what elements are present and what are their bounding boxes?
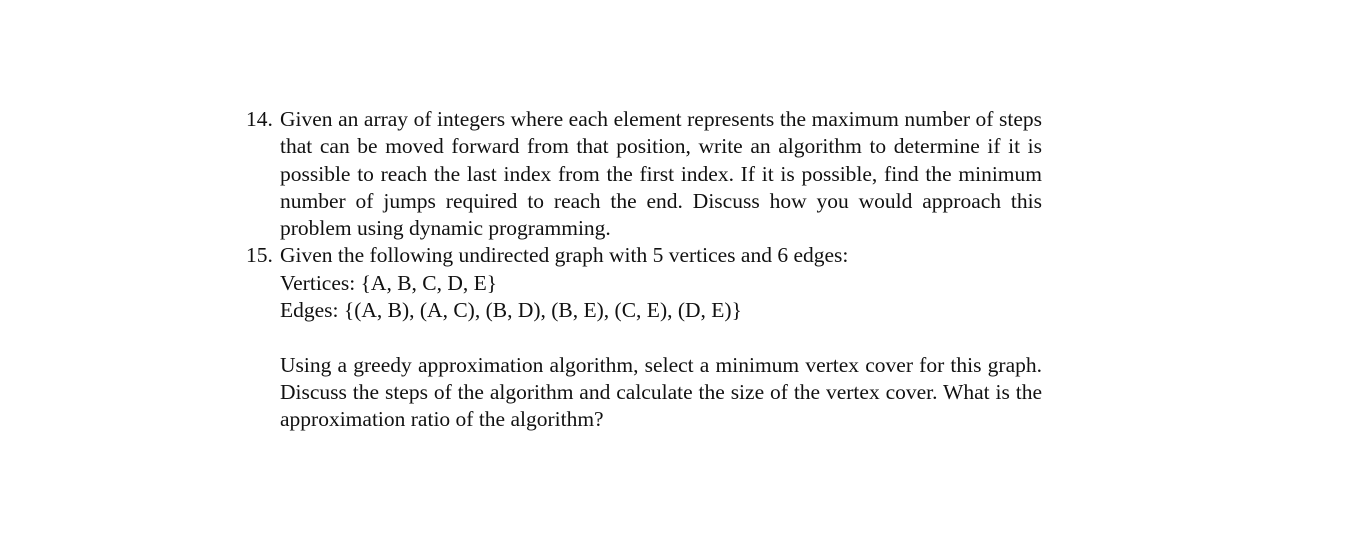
question-number: 15. <box>246 243 273 268</box>
question-number: 14. <box>246 107 273 131</box>
document-body <box>246 106 1042 434</box>
question-14 <box>246 106 1042 242</box>
graph-vertices: Vertices: {A, B, C, D, E} <box>280 270 498 295</box>
question-15 <box>246 242 1042 433</box>
question-intro: Given the following undirected graph with 5 vertices and 6 edges: <box>280 243 849 268</box>
paragraph-gap <box>280 324 1042 351</box>
question-text: Using a greedy approximation algorithm, select a minimum vertex cover for this graph. Discuss the steps of the algorithm and calculate the size of the vertex cover. What is the approximation ratio of the algorithm? <box>280 352 1042 432</box>
graph-edges: Edges: {(A, B), (A, C), (B, D), (B, E), (C, E), (D, E)} <box>280 298 742 323</box>
question-text: Given an array of integers where each element represents the maximum number of steps that can be moved forward from that position, write an algorithm to determine if it is possible to reach the last index from the first index. If it is possible, find the minimum number of jumps required to reach the end. Discuss how you would approach this problem using dynamic programming. <box>280 107 1042 241</box>
